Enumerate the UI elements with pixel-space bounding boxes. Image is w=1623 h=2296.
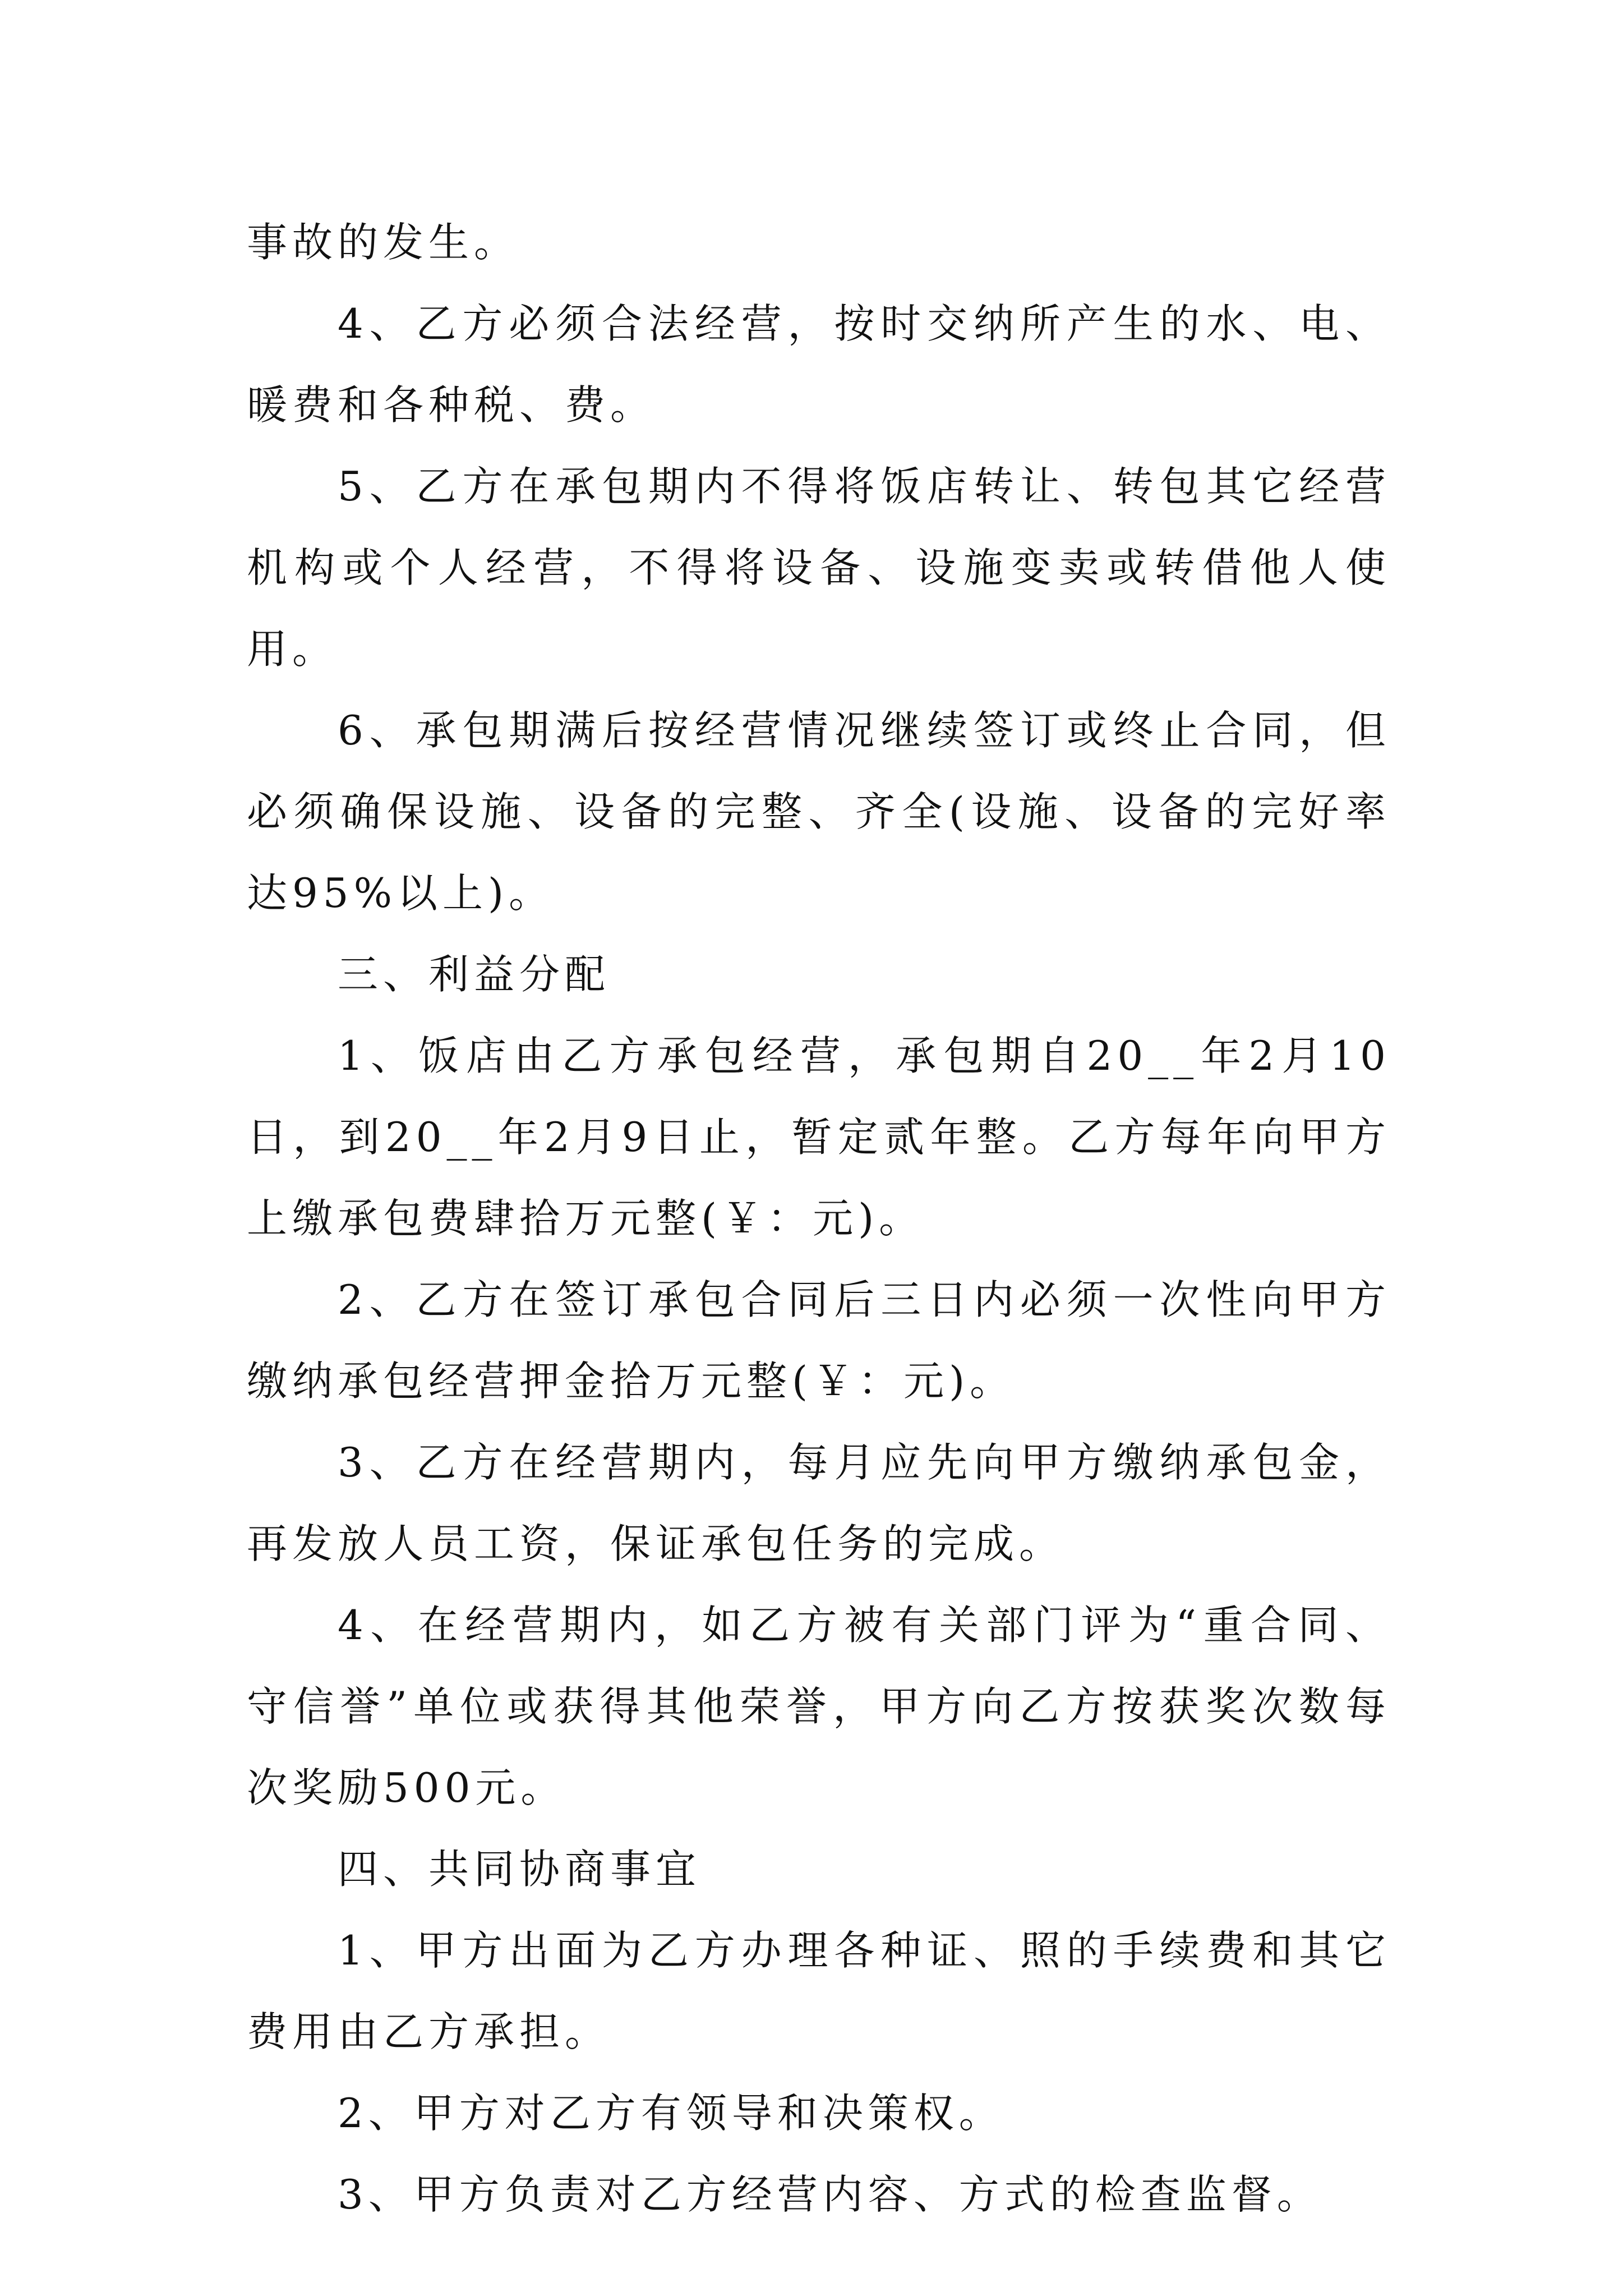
paragraph-clause-legal-operation: 4、乙方必须合法经营，按时交纳所产生的水、电、暖费和各种税、费。 xyxy=(247,300,1391,429)
paragraph-clause-contract-renewal: 6、承包期满后按经营情况继续签订或终止合同，但必须确保设施、设备的完整、齐全(设施、设备的完好率达95%以上)。 xyxy=(247,707,1391,917)
paragraph-clause-deposit: 2、乙方在签订承包合同后三日内必须一次性向甲方缴纳承包经营押金拾万元整(￥：元)。 xyxy=(247,1276,1391,1405)
document-body xyxy=(247,202,1391,2235)
paragraph-clause-contract-term: 1、饭店由乙方承包经营，承包期自20__年2月10日，到20__年2月9日止，暂定贰年整。乙方每年向甲方上缴承包费肆拾万元整(￥：元)。 xyxy=(247,1032,1391,1242)
section-heading-joint-consultation: 四、共同协商事宜 xyxy=(338,1846,702,1893)
section-heading-profit-distribution: 三、利益分配 xyxy=(338,951,611,998)
paragraph-clause-honor-reward: 4、在经营期内，如乙方被有关部门评为“重合同、守信誉”单位或获得其他荣誉，甲方向乙方按获奖次数每次奖励500元。 xyxy=(247,1602,1391,1811)
paragraph-clause-leadership: 2、甲方对乙方有领导和决策权。 xyxy=(338,2090,1004,2137)
paragraph-clause-monthly-payment: 3、乙方在经营期内，每月应先向甲方缴纳承包金，再发放人员工资，保证承包任务的完成。 xyxy=(247,1439,1391,1567)
paragraph-accident-continuation: 事故的发生。 xyxy=(247,219,520,266)
paragraph-clause-license-fees: 1、甲方出面为乙方办理各种证、照的手续费和其它费用由乙方承担。 xyxy=(247,1927,1391,2055)
paragraph-clause-no-transfer: 5、乙方在承包期内不得将饭店转让、转包其它经营机构或个人经营，不得将设备、设施变卖或转借他人使用。 xyxy=(247,463,1391,673)
paragraph-clause-supervision: 3、甲方负责对乙方经营内容、方式的检查监督。 xyxy=(338,2171,1322,2218)
